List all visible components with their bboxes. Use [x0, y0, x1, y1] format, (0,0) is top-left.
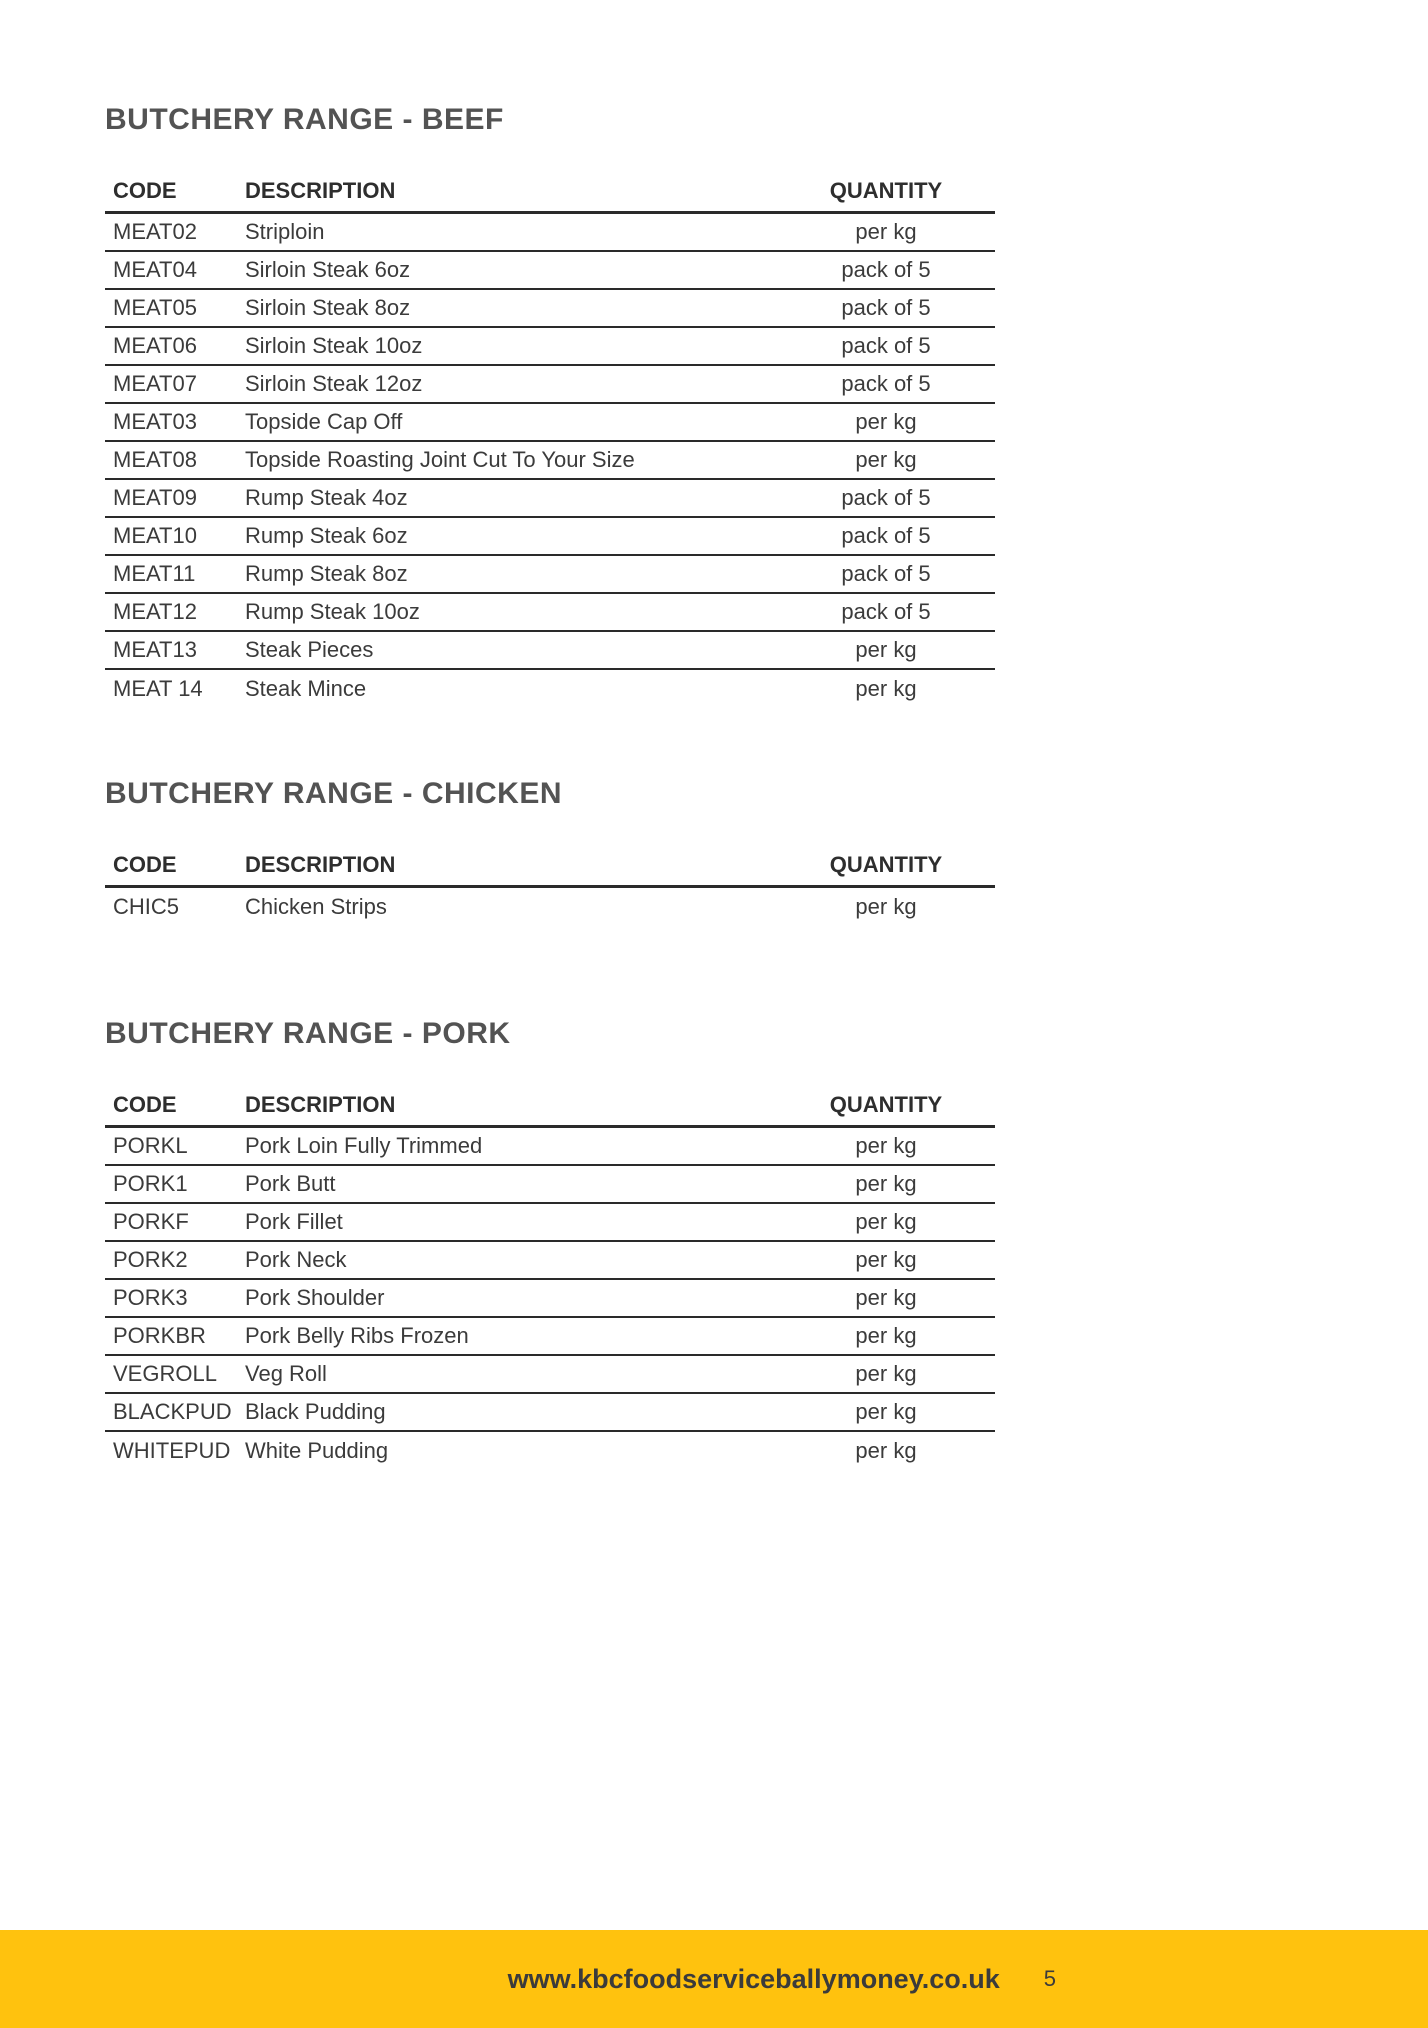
table-row — [105, 1356, 995, 1394]
item-quantity: pack of 5 — [841, 333, 931, 358]
item-code: MEAT04 — [113, 257, 197, 282]
table-row — [105, 1280, 995, 1318]
item-code: MEAT02 — [113, 219, 197, 244]
item-code: MEAT07 — [113, 371, 197, 396]
table-header-row — [105, 170, 995, 214]
item-quantity: per kg — [855, 1438, 917, 1463]
item-quantity: per kg — [855, 894, 917, 919]
item-description: Pork Neck — [245, 1247, 347, 1272]
item-description: White Pudding — [245, 1438, 389, 1463]
section-beef — [105, 104, 995, 708]
table-row — [105, 1204, 995, 1242]
table-row — [105, 670, 995, 708]
table-row — [105, 518, 995, 556]
item-quantity: pack of 5 — [841, 523, 931, 548]
item-code: VEGROLL — [113, 1361, 217, 1386]
item-description: Pork Shoulder — [245, 1285, 385, 1310]
item-description: Topside Roasting Joint Cut To Your Size — [245, 447, 635, 472]
footer-bar — [0, 1930, 1428, 2028]
price-table-beef — [105, 170, 995, 708]
table-row — [105, 1318, 995, 1356]
table-row — [105, 404, 995, 442]
item-code: CHIC5 — [113, 894, 180, 919]
header-code: CODE — [113, 851, 177, 877]
item-quantity: per kg — [855, 1209, 917, 1234]
item-quantity: per kg — [855, 1361, 917, 1386]
item-description: Pork Fillet — [245, 1209, 343, 1234]
item-quantity: per kg — [855, 1323, 917, 1348]
item-code: MEAT06 — [113, 333, 197, 358]
header-quantity: QUANTITY — [829, 1091, 943, 1117]
table-row — [105, 366, 995, 404]
item-quantity: per kg — [855, 1247, 917, 1272]
table-row — [105, 632, 995, 670]
table-row — [105, 252, 995, 290]
table-row — [105, 290, 995, 328]
item-description: Steak Mince — [245, 676, 367, 701]
item-code: MEAT13 — [113, 637, 197, 662]
item-quantity: per kg — [855, 676, 917, 701]
item-description: Pork Loin Fully Trimmed — [245, 1133, 483, 1158]
item-code: PORKL — [113, 1133, 188, 1158]
item-quantity: per kg — [855, 219, 917, 244]
item-description: Pork Butt — [245, 1171, 336, 1196]
table-row — [105, 1128, 995, 1166]
table-row — [105, 442, 995, 480]
item-code: MEAT05 — [113, 295, 197, 320]
item-code: BLACKPUD — [113, 1399, 232, 1424]
item-description: Pork Belly Ribs Frozen — [245, 1323, 469, 1348]
price-table-pork — [105, 1084, 995, 1470]
item-quantity: per kg — [855, 1285, 917, 1310]
table-row — [105, 888, 995, 926]
table-header-row — [105, 844, 995, 888]
item-description: Striploin — [245, 219, 325, 244]
header-code: CODE — [113, 177, 177, 203]
item-description: Steak Pieces — [245, 637, 374, 662]
item-quantity: per kg — [855, 409, 917, 434]
item-code: MEAT10 — [113, 523, 197, 548]
item-quantity: per kg — [855, 1133, 917, 1158]
section-title: BUTCHERY RANGE - PORK — [105, 1017, 511, 1050]
item-quantity: pack of 5 — [841, 295, 931, 320]
item-quantity: pack of 5 — [841, 485, 931, 510]
item-code: MEAT12 — [113, 599, 197, 624]
header-description: DESCRIPTION — [245, 851, 396, 877]
table-row — [105, 328, 995, 366]
item-description: Black Pudding — [245, 1399, 386, 1424]
footer-url: www.kbcfoodserviceballymoney.co.uk — [507, 1963, 1000, 1994]
table-row — [105, 1242, 995, 1280]
item-description: Rump Steak 8oz — [245, 561, 408, 586]
item-quantity: pack of 5 — [841, 257, 931, 282]
header-description: DESCRIPTION — [245, 1091, 396, 1117]
item-quantity: per kg — [855, 1171, 917, 1196]
table-row — [105, 1166, 995, 1204]
table-row — [105, 594, 995, 632]
item-code: PORK3 — [113, 1285, 188, 1310]
item-code: PORK1 — [113, 1171, 188, 1196]
item-description: Rump Steak 10oz — [245, 599, 420, 624]
item-description: Rump Steak 4oz — [245, 485, 408, 510]
section-chicken — [105, 778, 995, 926]
header-description: DESCRIPTION — [245, 177, 396, 203]
item-quantity: pack of 5 — [841, 371, 931, 396]
item-code: MEAT09 — [113, 485, 197, 510]
item-description: Sirloin Steak 6oz — [245, 257, 411, 282]
item-description: Chicken Strips — [245, 894, 387, 919]
section-pork — [105, 1018, 995, 1470]
table-row — [105, 1394, 995, 1432]
section-title: BUTCHERY RANGE - CHICKEN — [105, 777, 563, 810]
table-row — [105, 480, 995, 518]
section-title: BUTCHERY RANGE - BEEF — [105, 103, 504, 136]
item-description: Veg Roll — [245, 1361, 327, 1386]
item-code: PORKF — [113, 1209, 189, 1234]
item-quantity: per kg — [855, 1399, 917, 1424]
item-quantity: per kg — [855, 637, 917, 662]
header-quantity: QUANTITY — [829, 177, 943, 203]
item-code: PORKBR — [113, 1323, 206, 1348]
table-row — [105, 556, 995, 594]
item-code: MEAT11 — [113, 561, 196, 586]
price-table-chicken — [105, 844, 995, 926]
item-quantity: per kg — [855, 447, 917, 472]
item-code: MEAT 14 — [113, 676, 203, 701]
item-code: PORK2 — [113, 1247, 188, 1272]
table-row — [105, 1432, 995, 1470]
header-quantity: QUANTITY — [829, 851, 943, 877]
item-quantity: pack of 5 — [841, 599, 931, 624]
page-number: 5 — [1043, 1966, 1056, 1991]
item-description: Rump Steak 6oz — [245, 523, 408, 548]
table-row — [105, 214, 995, 252]
item-code: WHITEPUD — [113, 1438, 231, 1463]
item-description: Sirloin Steak 12oz — [245, 371, 423, 396]
item-description: Topside Cap Off — [245, 409, 403, 434]
table-header-row — [105, 1084, 995, 1128]
item-description: Sirloin Steak 10oz — [245, 333, 423, 358]
header-code: CODE — [113, 1091, 177, 1117]
item-code: MEAT03 — [113, 409, 197, 434]
item-code: MEAT08 — [113, 447, 197, 472]
item-quantity: pack of 5 — [841, 561, 931, 586]
item-description: Sirloin Steak 8oz — [245, 295, 411, 320]
